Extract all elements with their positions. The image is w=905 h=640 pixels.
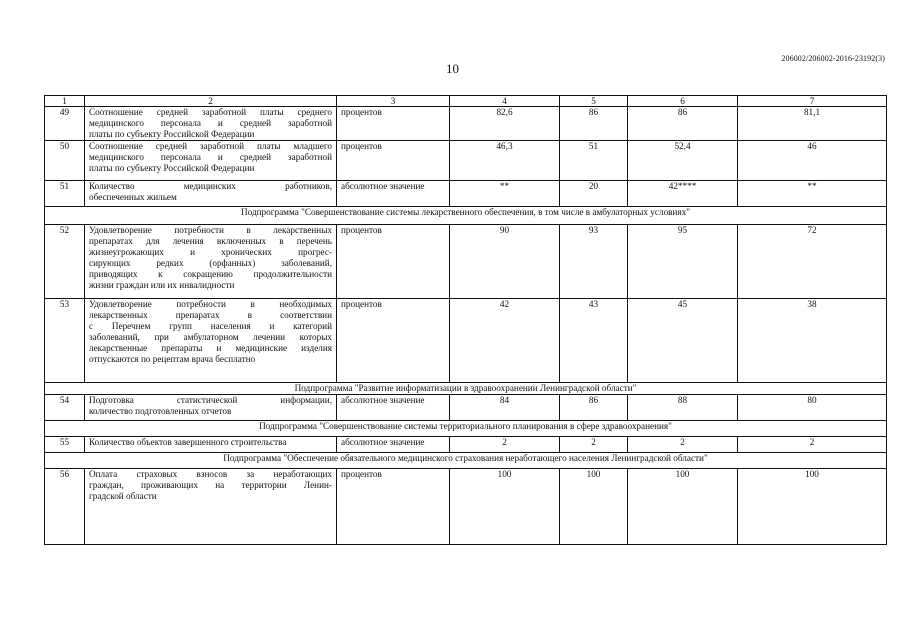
value-cell-v7: ** xyxy=(738,181,887,207)
indicator-name-line: лекарственных препаратах в соответствии xyxy=(89,310,332,320)
value-cell-v7: 72 xyxy=(738,225,887,299)
indicator-name xyxy=(85,437,337,453)
value-cell-v7: 38 xyxy=(738,299,887,383)
indicator-name xyxy=(85,395,337,421)
subprogram-title: Подпрограмма "Развитие информатизации в здравоохранении Ленинградской области" xyxy=(45,383,887,395)
header-cell: 3 xyxy=(337,96,450,107)
header-cell: 4 xyxy=(450,96,560,107)
indicator-row xyxy=(45,299,887,383)
value-cell-v4: 90 xyxy=(450,225,560,299)
indicator-row xyxy=(45,437,887,453)
value-cell-v6: 88 xyxy=(628,395,738,421)
indicator-name-line: лекарственные препараты и медицинские изделия xyxy=(89,343,332,353)
page-number: 10 xyxy=(446,61,459,76)
indicator-row xyxy=(45,141,887,181)
indicator-row xyxy=(45,181,887,207)
unit-cell: процентов xyxy=(337,107,450,141)
indicator-name-line: Удовлетворение потребности в необходимых xyxy=(89,299,332,309)
indicator-name-line: сирующих редких (орфанных) заболеваний, xyxy=(89,258,332,268)
value-cell-v7: 46 xyxy=(738,141,887,181)
indicator-name-line: платы по субъекту Российской Федерации xyxy=(89,129,255,139)
value-cell-v5: 20 xyxy=(560,181,628,207)
value-cell-v6: 100 xyxy=(628,469,738,545)
indicator-name xyxy=(85,181,337,207)
header-cell: 2 xyxy=(85,96,337,107)
value-cell-v4: 84 xyxy=(450,395,560,421)
value-cell-v7: 80 xyxy=(738,395,887,421)
unit-cell: процентов xyxy=(337,469,450,545)
indicator-name-line: заболеваний, при амбулаторном лечении которых xyxy=(89,332,332,342)
row-number: 51 xyxy=(45,181,85,207)
subprogram-title: Подпрограмма "Совершенствование системы лекарственного обеспечения, в том числе в амбулаторных условиях" xyxy=(45,207,887,225)
indicator-row xyxy=(45,225,887,299)
indicator-name-line: медицинского персонала и средней заработной xyxy=(89,152,332,162)
indicator-name-line: градской области xyxy=(89,491,157,501)
indicator-name-line: Количество медицинских работников, xyxy=(89,181,332,191)
subprogram-row xyxy=(45,207,887,225)
indicator-name-line: жизнеугрожающих и хронических прогрес- xyxy=(89,247,332,257)
indicator-name-line: платы по субъекту Российской Федерации xyxy=(89,163,255,173)
header-cell: 1 xyxy=(45,96,85,107)
row-number: 54 xyxy=(45,395,85,421)
row-number: 53 xyxy=(45,299,85,383)
indicator-name-line: Соотношение средней заработной платы среднего xyxy=(89,107,332,117)
value-cell-v6: 2 xyxy=(628,437,738,453)
value-cell-v4: 100 xyxy=(450,469,560,545)
row-number: 49 xyxy=(45,107,85,141)
indicator-name-line: Подготовка статистической информации, xyxy=(89,395,332,405)
unit-cell: абсолютное значение xyxy=(337,395,450,421)
indicator-name xyxy=(85,225,337,299)
indicator-name-line: Количество объектов завершенного строительства xyxy=(89,437,287,447)
value-cell-v5: 51 xyxy=(560,141,628,181)
value-cell-v6: 86 xyxy=(628,107,738,141)
header-cell: 5 xyxy=(560,96,628,107)
value-cell-v5: 2 xyxy=(560,437,628,453)
row-number: 50 xyxy=(45,141,85,181)
value-cell-v7: 100 xyxy=(738,469,887,545)
value-cell-v4: 46,3 xyxy=(450,141,560,181)
indicator-name xyxy=(85,141,337,181)
value-cell-v6: 45 xyxy=(628,299,738,383)
value-cell-v5: 86 xyxy=(560,107,628,141)
subprogram-row xyxy=(45,383,887,395)
indicator-name xyxy=(85,469,337,545)
unit-cell: абсолютное значение xyxy=(337,437,450,453)
value-cell-v4: 82,6 xyxy=(450,107,560,141)
indicator-name-line: с Перечнем групп населения и категорий xyxy=(89,321,332,331)
value-cell-v6: 52,4 xyxy=(628,141,738,181)
indicator-row xyxy=(45,395,887,421)
indicators-table xyxy=(44,95,887,545)
row-number: 52 xyxy=(45,225,85,299)
header-cell: 7 xyxy=(738,96,887,107)
unit-cell: процентов xyxy=(337,299,450,383)
row-number: 56 xyxy=(45,469,85,545)
value-cell-v6: 42**** xyxy=(628,181,738,207)
indicator-name-line: приводящих к сокращению продолжительности xyxy=(89,269,332,279)
indicator-name-line: количество подготовленных отчетов xyxy=(89,406,232,416)
unit-cell: процентов xyxy=(337,225,450,299)
value-cell-v4: 2 xyxy=(450,437,560,453)
document-id: 206002/206002-2016-23192(3) xyxy=(781,54,885,63)
indicator-name-line: граждан, проживающих на территории Ленин- xyxy=(89,480,332,490)
value-cell-v5: 100 xyxy=(560,469,628,545)
indicator-name-line: препаратах для лечения включенных в перечень xyxy=(89,236,332,246)
row-number: 55 xyxy=(45,437,85,453)
value-cell-v5: 93 xyxy=(560,225,628,299)
value-cell-v5: 86 xyxy=(560,395,628,421)
header-cell: 6 xyxy=(628,96,738,107)
indicator-name xyxy=(85,107,337,141)
indicator-name-line: отпускаются по рецептам врача бесплатно xyxy=(89,354,256,364)
indicator-name-line: Оплата страховых взносов за неработающих xyxy=(89,469,332,479)
subprogram-title: Подпрограмма "Совершенствование системы территориального планирования в сфере здравоохранения" xyxy=(45,421,887,437)
header-row xyxy=(45,96,887,107)
value-cell-v7: 2 xyxy=(738,437,887,453)
unit-cell: процентов xyxy=(337,141,450,181)
indicator-row xyxy=(45,469,887,545)
subprogram-row xyxy=(45,453,887,469)
subprogram-title: Подпрограмма "Обеспечение обязательного медицинского страхования неработающего населения Ленинградской области" xyxy=(45,453,887,469)
indicator-name-line: обеспеченных жильем xyxy=(89,192,177,202)
subprogram-row xyxy=(45,421,887,437)
indicator-row xyxy=(45,107,887,141)
value-cell-v7: 81,1 xyxy=(738,107,887,141)
indicator-name-line: медицинского персонала и средней заработной xyxy=(89,118,332,128)
indicator-name-line: Соотношение средней заработной платы младшего xyxy=(89,141,332,151)
indicator-name-line: Удовлетворение потребности в лекарственных xyxy=(89,225,332,235)
indicator-name xyxy=(85,299,337,383)
value-cell-v6: 95 xyxy=(628,225,738,299)
value-cell-v4: 42 xyxy=(450,299,560,383)
unit-cell: абсолютное значение xyxy=(337,181,450,207)
indicator-name-line: жизни граждан или их инвалидности xyxy=(89,280,235,290)
value-cell-v4: ** xyxy=(450,181,560,207)
value-cell-v5: 43 xyxy=(560,299,628,383)
